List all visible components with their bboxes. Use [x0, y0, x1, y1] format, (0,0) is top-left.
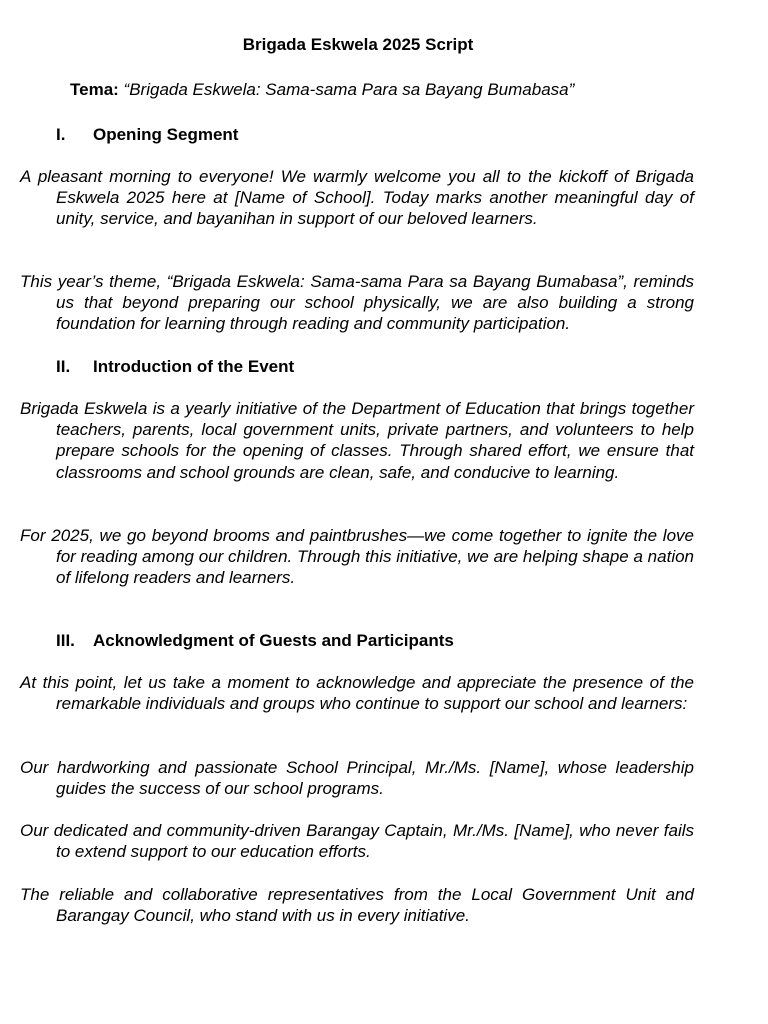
- paragraph: Our hardworking and passionate School Principal, Mr./Ms. [Name], whose leadership guides the success of our school programs.: [20, 758, 694, 799]
- paragraph: For 2025, we go beyond brooms and paintbrushes—we come together to ignite the love for reading among our children. Through this initiative, we are helping shape a nation of lifelong readers and learners.: [20, 526, 694, 588]
- section-number: II.: [56, 357, 71, 376]
- document-title: Brigada Eskwela 2025 Script: [242, 35, 474, 54]
- paragraph: A pleasant morning to everyone! We warmly welcome you all to the kickoff of Brigada Eskwela 2025 here at [Name of School]. Today marks another meaningful day of unity, service, and bayanihan in support of our beloved learners.: [20, 167, 694, 229]
- section-heading-acknowledgment: [56, 630, 454, 652]
- paragraph: At this point, let us take a moment to acknowledge and appreciate the presence of the remarkable individuals and groups who continue to support our school and learners:: [20, 673, 694, 714]
- paragraph: The reliable and collaborative representatives from the Local Government Unit and Barangay Council, who stand with us in every initiative.: [20, 885, 694, 926]
- section-heading-introduction-of-the-event: [56, 356, 294, 378]
- section-number: III.: [56, 631, 75, 650]
- section-number: I.: [56, 125, 66, 144]
- paragraph: This year’s theme, “Brigada Eskwela: Sama-sama Para sa Bayang Bumabasa”, reminds us that beyond preparing our school physically, we are also building a strong foundation for learning through reading and community participation.: [20, 272, 694, 334]
- paragraph: Our dedicated and community-driven Barangay Captain, Mr./Ms. [Name], who never fails to extend support to our education efforts.: [20, 821, 694, 862]
- paragraph: Brigada Eskwela is a yearly initiative of the Department of Education that brings together teachers, parents, local government units, private partners, and volunteers to help prepare schools for the opening of classes. Through shared effort, we ensure that classrooms and school grounds are clean, safe, and conducive to learning.: [20, 399, 694, 482]
- theme-label: Tema:: [70, 80, 119, 99]
- theme-value: “Brigada Eskwela: Sama-sama Para sa Bayang Bumabasa”: [123, 80, 575, 99]
- section-heading-opening-segment: [56, 124, 238, 146]
- section-title: Introduction of the Event: [93, 357, 295, 376]
- section-title: Opening Segment: [93, 125, 239, 144]
- section-title: Acknowledgment of Guests and Participants: [93, 631, 454, 650]
- theme-line: [70, 79, 574, 101]
